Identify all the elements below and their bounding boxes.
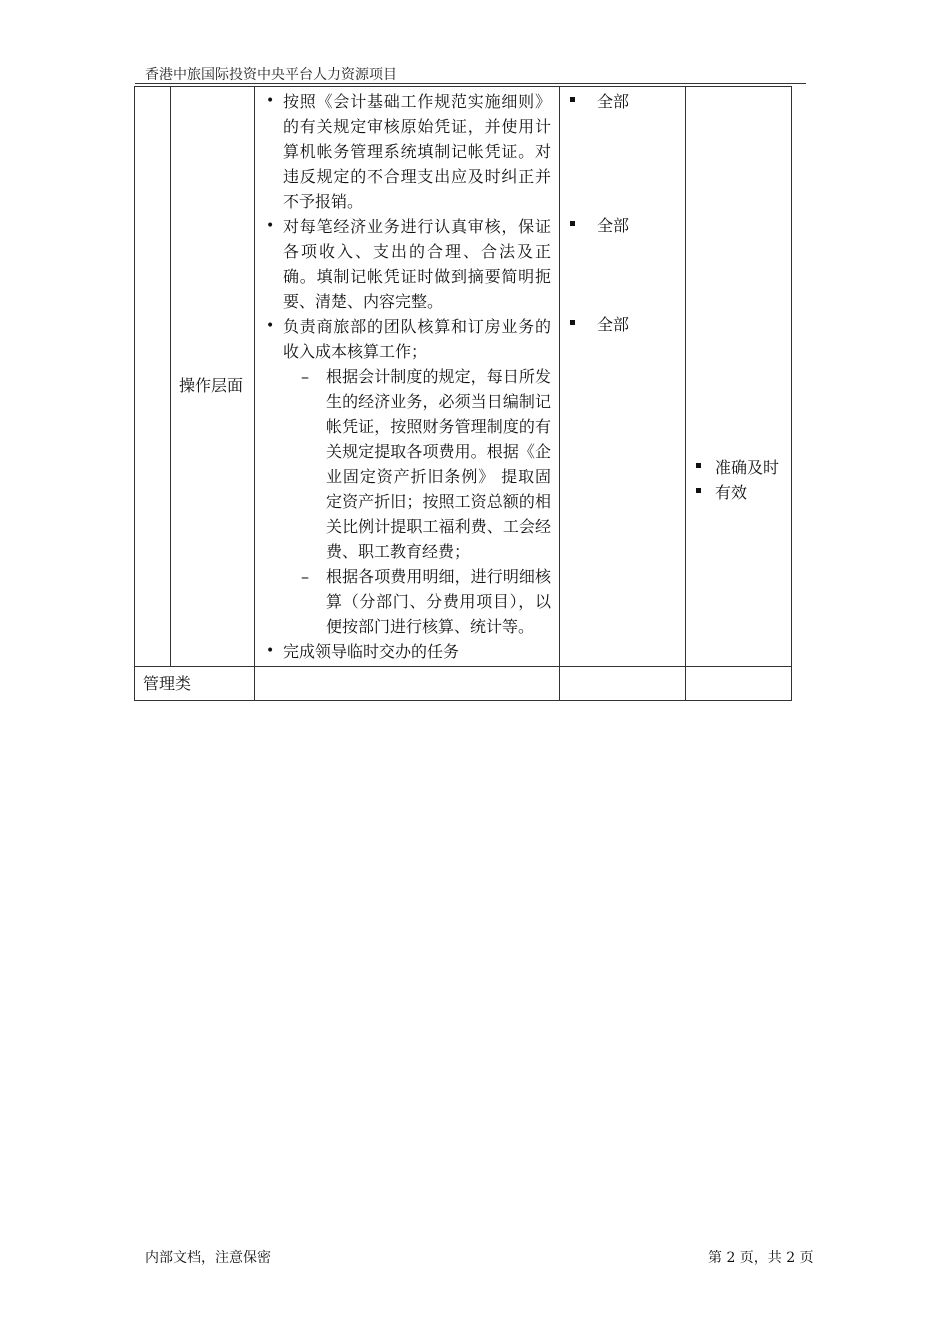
duty-subitem-text: 根据会计制度的规定，每日所发生的经济业务，必须当日编制记帐凭证，按照财务管理制度的有关规定提取各项费用。根据《企业固定资产折旧条例》 提取固定资产折旧；按照工资总额的相关比例计提职工福利费、工会经费、职工教育经费；: [326, 367, 551, 561]
duty-item: [263, 214, 551, 314]
duty-list: [255, 87, 559, 666]
scope-text: 全部: [597, 92, 630, 111]
page-header-title: 香港中旅国际投资中央平台人力资源项目: [145, 67, 397, 83]
management-duties-cell: [255, 667, 560, 701]
square-bullet-icon: [696, 488, 701, 493]
standard-text: 有效: [715, 483, 748, 502]
duty-text: 对每笔经济业务进行认真审核，保证各项收入、支出的合理、合法及正确。填制记帐凭证时做到摘要简明扼要、清楚、内容完整。: [283, 217, 551, 311]
dash-icon: –: [301, 367, 309, 386]
scope-item: [570, 312, 629, 337]
standard-cell: [686, 87, 792, 667]
management-scope-cell: [560, 667, 686, 701]
square-bullet-icon: [696, 463, 701, 468]
duty-subitem: [301, 564, 551, 639]
subcategory-cell: [171, 87, 255, 667]
square-bullet-icon: [570, 97, 575, 102]
standard-item: [696, 455, 779, 480]
dash-icon: –: [301, 567, 309, 586]
footer-page-number: 第 2 页，共 2 页: [708, 1250, 814, 1266]
square-bullet-icon: [570, 221, 575, 226]
duty-item: [263, 639, 551, 664]
bullet-icon: •: [266, 318, 275, 334]
table-row-management: [135, 667, 792, 701]
duty-text: 完成领导临时交办的任务: [283, 642, 460, 661]
scope-item: [570, 213, 629, 238]
bullet-icon: •: [266, 218, 275, 234]
category-cell: [135, 87, 171, 667]
bullet-icon: •: [266, 93, 275, 109]
header-rule: [135, 83, 806, 84]
job-duty-table: [134, 86, 792, 701]
scope-item: [570, 89, 629, 114]
duties-cell: [255, 87, 560, 667]
duty-text: 负责商旅部的团队核算和订房业务的收入成本核算工作；: [283, 317, 551, 361]
duty-item: [263, 314, 551, 639]
scope-cell: [560, 87, 686, 667]
management-label: 管理类: [135, 667, 255, 701]
subcategory-label: 操作层面: [179, 376, 244, 395]
duty-subitem-text: 根据各项费用明细，进行明细核算（分部门、分费用项目），以便按部门进行核算、统计等。: [326, 567, 551, 636]
standard-item: [696, 480, 747, 505]
square-bullet-icon: [570, 320, 575, 325]
duty-text: 按照《会计基础工作规范实施细则》的有关规定审核原始凭证，并使用计算机帐务管理系统填制记帐凭证。对违反规定的不合理支出应及时纠正并不予报销。: [283, 92, 551, 211]
scope-text: 全部: [597, 315, 630, 334]
scope-text: 全部: [597, 216, 630, 235]
standard-text: 准确及时: [715, 458, 780, 477]
footer-confidential: 内部文档，注意保密: [145, 1250, 271, 1266]
duty-subitem: [301, 364, 551, 564]
management-standard-cell: [686, 667, 792, 701]
duty-item: [263, 89, 551, 214]
bullet-icon: •: [266, 643, 275, 659]
table-row-operation: [135, 87, 792, 667]
